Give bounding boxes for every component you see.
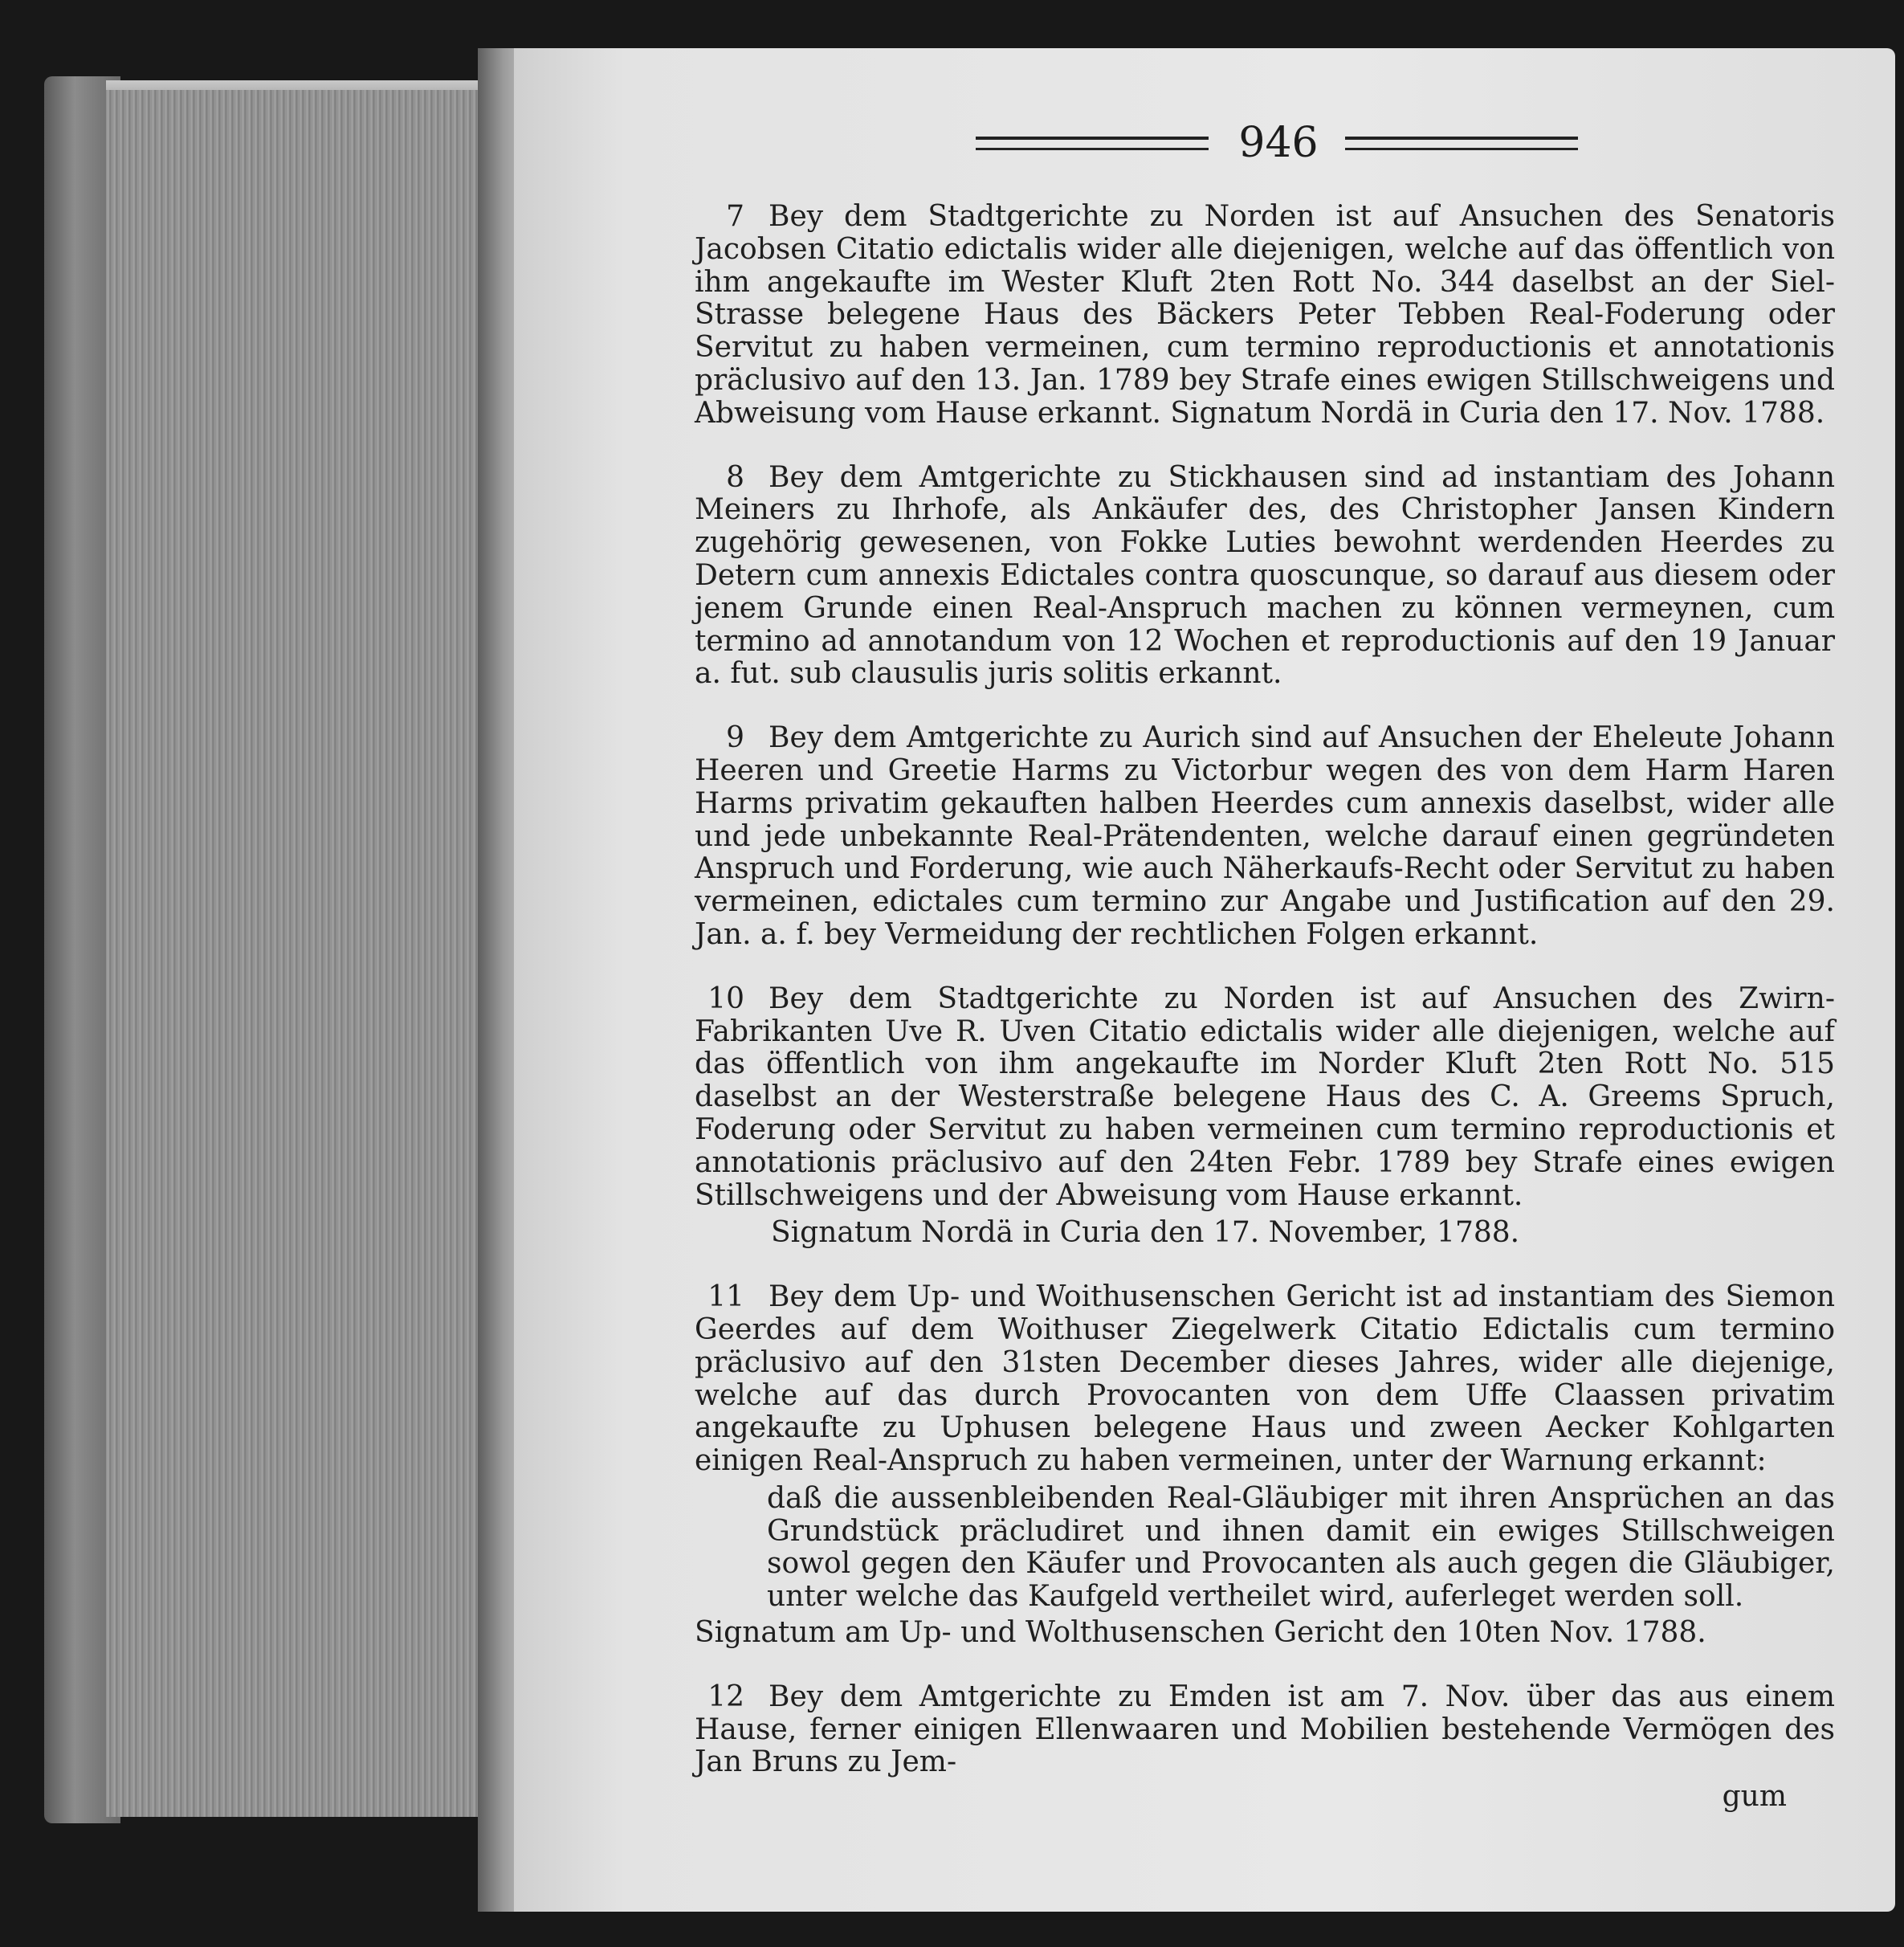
entry-number: 7	[726, 200, 744, 233]
entry-text: Bey dem Amtgerichte zu Stickhausen sind ad instantiam des Johann Meiners zu Ihrhofe, als Ankäufer des, des Christopher Jansen Kindern zugehörig gewesenen, von Fokke Luties bewohnt werdenden Heerdes zu Detern cum annexis Edictales contra quoscunque, so darauf aus diesem oder jenem Grunde einen Real-Anspruch machen zu können vermeynen, cum termino ad annotandum von 12 Wochen et reproductionis auf den 19 Januar a. fut. sub clausulis juris solitis erkannt.	[695, 460, 1835, 691]
entry-10	[695, 983, 1835, 1213]
catchword: gum	[1722, 1780, 1787, 1814]
page-text	[695, 201, 1835, 1814]
entry-9	[695, 722, 1835, 952]
header-rule-right	[1345, 137, 1578, 150]
entry-7	[695, 201, 1835, 431]
entry-text: Bey dem Stadtgerichte zu Norden ist auf Ansuchen des Senatoris Jacobsen Citatio edictalis wider alle diejenigen, welche auf das öffentlich von ihm angekaufte im Wester Kluft 2ten Rott No. 344 daselbst an der Siel-Strasse belegene Haus des Bäckers Peter Tebben Real-Foderung oder Servitut zu haben vermeinen, cum termino reproductionis et annotationis präclusivo auf den 13. Jan. 1789 bey Strafe eines ewigen Stillschweigens und Abweisung vom Hause erkannt. Signatum Nordä in Curia den 17. Nov. 1788.	[695, 200, 1835, 430]
entry-10-signature: Signatum Nordä in Curia den 17. November, 1788.	[771, 1216, 1520, 1250]
entry-12	[695, 1681, 1835, 1779]
entry-text: Bey dem Stadtgerichte zu Norden ist auf Ansuchen des Zwirn-Fabrikanten Uve R. Uven Citatio edictalis wider alle diejenigen, welche auf das öffentlich von ihm angekaufte im Norder Kluft 2ten Rott No. 515 daselbst an der Westerstraße belegene Haus des C. A. Greems Spruch, Foderung oder Servitut zu haben vermeinen cum termino reproductionis et annotationis präclusivo auf den 24ten Febr. 1789 bey Strafe eines ewigen Stillschweigens und der Abweisung vom Hause erkannt.	[695, 982, 1835, 1212]
header-rule-left	[976, 137, 1209, 150]
page-number: 946	[1238, 119, 1319, 167]
entry-number: 8	[726, 460, 744, 494]
entry-text: Bey dem Amtgerichte zu Emden ist am 7. Nov. über das aus einem Hause, ferner einigen Ellenwaaren und Mobilien bestehende Vermögen des Jan Bruns zu Jem-	[695, 1680, 1835, 1779]
entry-number: 9	[726, 721, 744, 755]
entry-8	[695, 462, 1835, 692]
page-block-edges	[106, 90, 524, 1817]
entry-number: 11	[707, 1280, 744, 1314]
entry-number: 12	[707, 1680, 744, 1713]
page-header	[976, 119, 1578, 167]
entry-11	[695, 1281, 1835, 1478]
entry-11-condition: daß die aussenbleibenden Real-Gläubiger mit ihren Ansprüchen an das Grundstück präcludiret und ihnen damit ein ewiges Stillschweigen sowol gegen den Käufer und Provocanten als auch gegen die Gläubiger, unter welche das Kaufgeld vertheilet wird, auferleget werden soll.	[767, 1481, 1835, 1614]
entry-number: 10	[707, 982, 744, 1015]
entry-11-signature: Signatum am Up- und Wolthusenschen Gericht den 10ten Nov. 1788.	[695, 1616, 1706, 1650]
entry-text: Bey dem Amtgerichte zu Aurich sind auf Ansuchen der Eheleute Johann Heeren und Greetie Harms zu Victorbur wegen des von dem Harm Haren Harms privatim gekauften halben Heerdes cum annexis daselbst, wider alle und jede unbekannte Real-Prätendenten, welche darauf einen gegründeten Anspruch und Forderung, wie auch Näherkaufs-Recht oder Servitut zu haben vermeinen, edictales cum termino zur Angabe und Justification auf den 29. Jan. a. f. bey Vermeidung der rechtlichen Folgen erkannt.	[695, 721, 1835, 951]
entry-text: Bey dem Up- und Woithusenschen Gericht ist ad instantiam des Siemon Geerdes auf dem Woithuser Ziegelwerk Citatio Edictalis cum termino präclusivo auf den 31sten December dieses Jahres, wider alle diejenige, welche auf das durch Provocanten von dem Uffe Claassen privatim angekaufte zu Uphusen belegene Haus und zween Aecker Kohlgarten einigen Real-Anspruch zu haben vermeinen, unter der Warnung erkannt:	[695, 1280, 1835, 1478]
